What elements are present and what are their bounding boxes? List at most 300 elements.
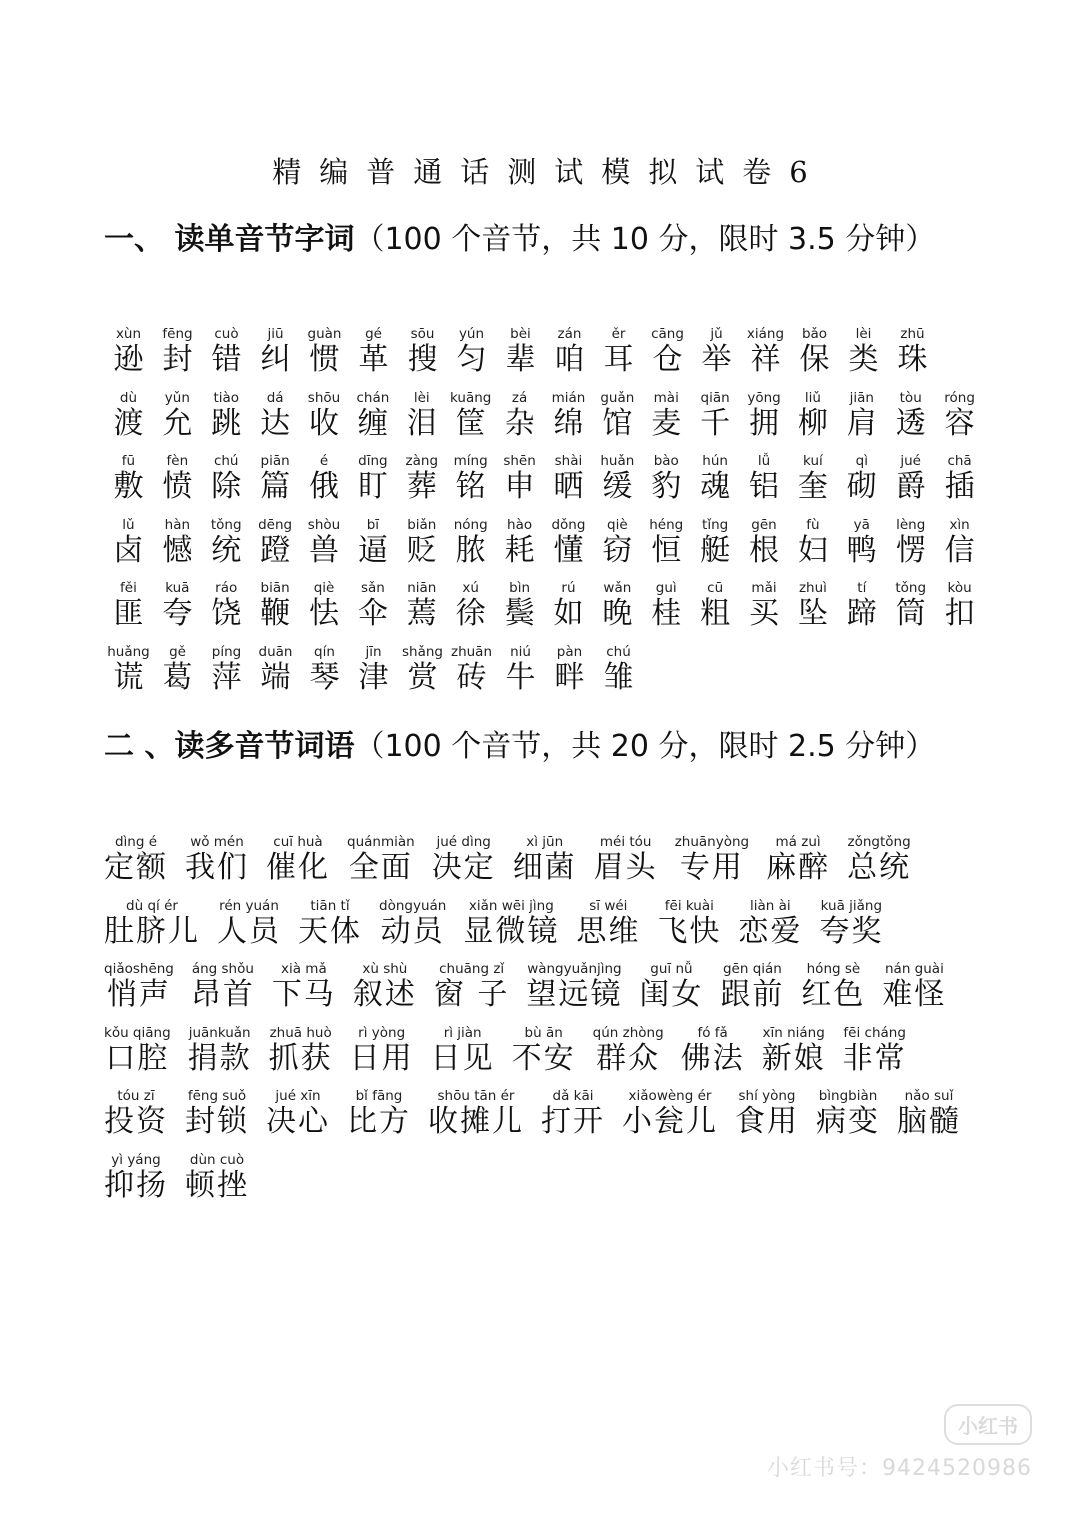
pinyin: bèi — [510, 326, 531, 342]
char-cell — [593, 580, 642, 632]
char-cell — [788, 453, 837, 505]
pinyin: xiǎn wēi jìng — [468, 897, 554, 914]
hanzi: 缠 — [357, 405, 388, 441]
hanzi: 显微镜 — [463, 913, 560, 949]
section-1-heading — [104, 214, 935, 258]
pinyin: lèi — [855, 326, 872, 342]
pinyin: tòu — [899, 389, 922, 406]
hanzi: 投资 — [104, 1104, 168, 1140]
char-cell — [837, 390, 886, 442]
char-cell — [251, 580, 300, 632]
char-cell — [104, 453, 153, 505]
hanzi: 晚 — [602, 596, 633, 632]
char-cell — [740, 390, 789, 442]
char-cell — [935, 390, 984, 442]
hanzi: 泪 — [406, 405, 437, 441]
char-cell — [495, 580, 544, 632]
pinyin: huǎn — [600, 453, 635, 470]
word-cell — [266, 1088, 330, 1140]
char-cell — [300, 517, 349, 569]
pinyin: tóu zī — [117, 1088, 155, 1105]
hanzi: 魂 — [700, 469, 731, 505]
hanzi: 愣 — [895, 532, 926, 568]
pinyin: shēn — [503, 453, 536, 470]
word-cell — [675, 834, 749, 886]
hanzi: 千 — [700, 405, 731, 441]
hanzi: 搜 — [407, 342, 438, 377]
section-2-heading — [104, 721, 935, 765]
char-cell — [788, 517, 837, 569]
pinyin: niú — [510, 643, 531, 660]
char-cell — [104, 517, 153, 569]
char-cell — [788, 580, 837, 632]
hanzi: 匀 — [456, 342, 487, 377]
pinyin: kǒu qiāng — [104, 1024, 171, 1041]
hanzi: 恒 — [651, 532, 682, 568]
char-cell — [740, 453, 789, 505]
hanzi: 顿挫 — [185, 1167, 249, 1203]
pinyin: dùn cuò — [189, 1151, 245, 1168]
pinyin: yǔn — [164, 389, 190, 406]
hanzi: 信 — [944, 532, 975, 568]
hanzi: 艇 — [700, 532, 731, 568]
word-cell — [766, 834, 830, 886]
hanzi: 缓 — [602, 469, 633, 505]
char-cell — [593, 453, 642, 505]
hanzi: 抓获 — [268, 1040, 333, 1076]
word-cell — [513, 834, 577, 886]
pinyin: lǔ — [122, 516, 135, 533]
hanzi: 收摊儿 — [428, 1104, 524, 1140]
pinyin: jué xīn — [275, 1088, 321, 1105]
char-cell — [348, 517, 397, 569]
pinyin: rì jiàn — [443, 1024, 482, 1041]
word-cell-row — [104, 1088, 984, 1152]
hanzi: 拥 — [749, 405, 780, 441]
pinyin: kuāng — [450, 389, 492, 406]
hanzi: 新娘 — [761, 1040, 826, 1076]
hanzi: 麻醉 — [766, 850, 831, 885]
pinyin: lǚ — [757, 453, 771, 470]
char-cell — [642, 517, 691, 569]
word-cell — [379, 898, 446, 950]
char-cell — [544, 390, 593, 442]
word-cell — [104, 898, 200, 950]
pinyin: tiào — [213, 389, 240, 406]
pinyin: lèi — [413, 389, 430, 406]
pinyin: biǎn — [407, 516, 437, 533]
char-cell — [642, 390, 691, 442]
hanzi: 畔 — [554, 659, 585, 695]
hanzi: 雏 — [603, 659, 634, 695]
word-cell — [526, 961, 622, 1013]
pinyin: xiáng — [746, 326, 785, 342]
pinyin: yā — [853, 516, 870, 533]
pinyin: qín — [314, 643, 335, 660]
pinyin: guī nǚ — [650, 961, 693, 978]
char-cell — [594, 644, 643, 696]
pinyin: bìn — [509, 580, 531, 597]
section-1-instructions: （100 个音节，共 10 分，限时 3.5 分钟） — [354, 222, 936, 257]
hanzi: 叙述 — [352, 977, 417, 1013]
pinyin: bìngbiàn — [818, 1088, 878, 1105]
hanzi: 妇 — [797, 532, 828, 568]
hanzi: 鬓 — [504, 596, 535, 632]
pinyin: juānkuǎn — [188, 1024, 251, 1041]
pinyin: cāng — [651, 326, 684, 342]
pinyin: quánmiàn — [347, 834, 415, 850]
word-cell-row — [104, 1152, 984, 1216]
pinyin: bǐ fāng — [355, 1088, 403, 1105]
pinyin: chú — [606, 643, 631, 660]
char-cell — [300, 326, 349, 378]
pinyin: dù qí ér — [126, 897, 178, 914]
char-cell — [496, 326, 545, 378]
char-cell — [740, 517, 789, 569]
char-cell — [935, 580, 984, 632]
pinyin: chā — [947, 453, 972, 470]
hanzi: 人员 — [217, 913, 281, 949]
watermark-id: 小红书号：9424520986 — [767, 1456, 1032, 1481]
pinyin: xì jūn — [526, 834, 564, 850]
hanzi: 容 — [944, 405, 975, 441]
pinyin: héng — [649, 516, 684, 533]
single-syllable-grid — [104, 326, 984, 708]
hanzi: 催化 — [266, 850, 330, 885]
word-cell-row — [104, 834, 984, 898]
pinyin: tǒng — [210, 516, 242, 533]
char-cell — [935, 517, 984, 569]
char-cell — [153, 517, 202, 569]
char-cell — [837, 580, 886, 632]
hanzi: 赏 — [407, 659, 438, 695]
word-cell — [720, 961, 784, 1013]
hanzi: 麦 — [651, 405, 682, 441]
char-cell — [153, 453, 202, 505]
char-cell — [202, 453, 251, 505]
hanzi: 抑扬 — [104, 1167, 168, 1203]
pinyin: niān — [407, 580, 437, 597]
char-cell — [348, 453, 397, 505]
hanzi: 允 — [162, 405, 193, 441]
pinyin: jiū — [267, 326, 284, 342]
char-cell — [251, 390, 300, 442]
char-cell-row — [104, 326, 984, 390]
hanzi: 细菌 — [512, 850, 577, 885]
hanzi: 红色 — [801, 977, 866, 1013]
hanzi: 咱 — [554, 342, 585, 377]
pinyin: fó fǎ — [697, 1024, 728, 1041]
word-cell — [735, 1088, 799, 1140]
pinyin: xùn — [115, 326, 142, 342]
hanzi: 脓 — [455, 532, 486, 568]
char-cell — [446, 517, 495, 569]
pinyin: kuā jiǎng — [820, 897, 883, 914]
hanzi: 总统 — [847, 850, 912, 885]
hanzi: 匪 — [113, 596, 144, 632]
pinyin: yún — [458, 326, 485, 342]
char-cell — [447, 326, 496, 378]
char-cell — [251, 326, 300, 378]
hanzi: 望远镜 — [526, 977, 623, 1013]
char-cell — [300, 644, 349, 696]
char-cell — [886, 390, 935, 442]
char-cell — [642, 453, 691, 505]
hanzi: 肚脐儿 — [104, 913, 200, 949]
hanzi: 筒 — [895, 596, 926, 632]
hanzi: 群众 — [596, 1040, 661, 1076]
hanzi: 我们 — [185, 850, 249, 885]
pinyin: zhuānyòng — [674, 834, 750, 850]
char-cell — [790, 326, 839, 378]
word-cell — [882, 961, 946, 1013]
hanzi: 奎 — [797, 469, 828, 505]
watermark — [767, 1404, 1032, 1482]
hanzi: 惯 — [309, 342, 340, 377]
hanzi: 病变 — [816, 1104, 880, 1140]
hanzi: 比方 — [347, 1104, 411, 1140]
pinyin: yì yáng — [111, 1151, 161, 1168]
word-cell — [353, 961, 417, 1013]
pinyin: huǎng — [107, 643, 150, 660]
hanzi: 辈 — [505, 342, 536, 377]
hanzi: 蹄 — [846, 596, 877, 632]
hanzi: 桂 — [651, 596, 682, 632]
pinyin: cū — [707, 580, 724, 597]
pinyin: bào — [653, 453, 679, 470]
word-cell — [347, 834, 415, 886]
char-cell — [104, 644, 153, 696]
word-cell — [801, 961, 865, 1013]
pinyin: píng — [211, 643, 242, 660]
hanzi: 渡 — [113, 405, 144, 441]
hanzi: 砖 — [456, 659, 487, 695]
pinyin: qiān — [700, 389, 730, 406]
hanzi: 耳 — [603, 342, 634, 377]
pinyin: fēng — [162, 326, 193, 342]
pinyin: jǔ — [710, 326, 723, 342]
char-cell — [251, 644, 300, 696]
pinyin: zhuì — [798, 580, 827, 597]
hanzi: 根 — [749, 532, 780, 568]
hanzi: 仓 — [652, 342, 683, 377]
char-cell — [692, 326, 741, 378]
hanzi: 决心 — [266, 1104, 330, 1140]
word-cell — [541, 1088, 605, 1140]
pinyin: sǎn — [360, 580, 385, 597]
pinyin: qiè — [607, 516, 628, 533]
pinyin: jué — [900, 453, 921, 470]
pinyin: dìng é — [114, 834, 158, 850]
pinyin: shí yòng — [738, 1088, 796, 1105]
word-cell — [350, 1025, 414, 1077]
hanzi: 柳 — [797, 405, 828, 441]
word-cell — [512, 1025, 576, 1077]
hanzi: 思维 — [576, 913, 641, 949]
pinyin: zá — [511, 389, 528, 406]
multi-syllable-grid — [104, 834, 984, 1216]
char-cell — [691, 517, 740, 569]
char-cell — [446, 390, 495, 442]
char-cell — [104, 326, 153, 378]
word-cell — [847, 834, 911, 886]
hanzi: 杂 — [504, 405, 535, 441]
hanzi: 眉头 — [593, 850, 658, 885]
hanzi: 葬 — [406, 469, 437, 505]
pinyin: tǒng — [895, 580, 927, 597]
char-cell — [202, 390, 251, 442]
pinyin: dá — [266, 389, 284, 406]
hanzi: 萍 — [211, 659, 242, 695]
hanzi: 买 — [749, 596, 780, 632]
pinyin: duān — [258, 643, 293, 660]
word-cell — [104, 1025, 171, 1077]
char-cell — [300, 580, 349, 632]
pinyin: gēn — [751, 516, 777, 533]
char-cell — [251, 453, 300, 505]
hanzi: 难怪 — [882, 977, 947, 1013]
pinyin: rì yòng — [358, 1024, 406, 1041]
char-cell — [397, 580, 446, 632]
hanzi: 津 — [358, 659, 389, 695]
char-cell — [349, 326, 398, 378]
pinyin: kòu — [947, 580, 972, 597]
hanzi: 昂首 — [190, 977, 255, 1013]
section-2-title: 二 、读多音节词语 — [104, 729, 355, 764]
pinyin: tiān tǐ — [310, 897, 350, 914]
word-cell — [594, 834, 658, 886]
hanzi: 跟前 — [720, 977, 785, 1013]
hanzi: 蹬 — [260, 532, 291, 568]
pinyin: qì — [855, 453, 868, 470]
hanzi: 达 — [260, 405, 291, 441]
char-cell — [691, 453, 740, 505]
pinyin: méi tóu — [599, 834, 652, 850]
hanzi: 耗 — [504, 532, 535, 568]
hanzi: 举 — [701, 342, 732, 377]
pinyin: zhuān — [450, 643, 493, 660]
pinyin: biān — [260, 580, 290, 597]
hanzi: 卤 — [113, 532, 144, 568]
pinyin: qiè — [313, 580, 335, 597]
char-cell — [740, 580, 789, 632]
word-cell — [217, 898, 281, 950]
pinyin: dēng — [258, 516, 293, 533]
pinyin: mián — [551, 389, 586, 406]
char-cell — [788, 390, 837, 442]
pinyin: xìn — [949, 516, 970, 533]
hanzi: 封 — [162, 342, 193, 377]
hanzi: 铝 — [749, 469, 780, 505]
pinyin: hào — [507, 516, 533, 533]
char-cell — [153, 644, 202, 696]
hanzi: 日用 — [349, 1040, 414, 1076]
pinyin: jīn — [365, 643, 382, 660]
char-cell — [935, 453, 984, 505]
pinyin: dòngyuán — [379, 897, 447, 914]
char-cell — [397, 390, 446, 442]
hanzi: 申 — [504, 469, 535, 505]
char-cell — [837, 453, 886, 505]
char-cell-row — [104, 580, 984, 644]
char-cell — [643, 326, 692, 378]
char-cell — [202, 517, 251, 569]
pinyin: xù shù — [362, 961, 408, 978]
hanzi: 盯 — [357, 469, 388, 505]
pinyin: dù — [119, 389, 138, 406]
pinyin: mài — [653, 389, 679, 406]
hanzi: 透 — [895, 405, 926, 441]
pinyin: shōu tān ér — [437, 1088, 515, 1105]
char-cell — [202, 326, 251, 378]
hanzi: 革 — [358, 342, 389, 377]
word-cell — [819, 898, 883, 950]
pinyin: rú — [561, 580, 576, 597]
hanzi: 捐款 — [187, 1040, 252, 1076]
hanzi: 俄 — [309, 469, 339, 505]
hanzi: 悄声 — [106, 977, 171, 1013]
pinyin: áng shǒu — [191, 961, 254, 978]
pinyin: bī — [366, 516, 380, 533]
hanzi: 非常 — [842, 1040, 907, 1076]
hanzi: 纠 — [260, 342, 291, 377]
hanzi: 砌 — [846, 469, 877, 505]
word-cell — [816, 1088, 880, 1140]
hanzi: 食用 — [735, 1104, 799, 1140]
hanzi: 珠 — [897, 342, 928, 377]
hanzi: 祥 — [750, 342, 781, 377]
hanzi: 铭 — [455, 469, 486, 505]
char-cell — [153, 390, 202, 442]
hanzi: 贬 — [406, 532, 437, 568]
word-cell-row — [104, 1025, 984, 1089]
page-title: 精编普通话测试模拟试卷6 — [272, 155, 826, 189]
word-cell-row — [104, 961, 984, 1025]
word-cell — [185, 834, 249, 886]
pinyin: chán — [356, 389, 390, 406]
char-cell — [446, 453, 495, 505]
char-cell — [447, 644, 496, 696]
pinyin: dīng — [358, 453, 388, 470]
hanzi: 类 — [848, 342, 879, 377]
word-cell — [738, 898, 802, 950]
char-cell — [104, 580, 153, 632]
pinyin: hóng sè — [806, 961, 861, 978]
hanzi: 统 — [211, 532, 242, 568]
pinyin: róng — [944, 389, 975, 406]
char-cell — [594, 326, 643, 378]
hanzi: 收 — [309, 405, 339, 441]
word-cell — [622, 1088, 718, 1140]
pinyin: xiǎowèng ér — [628, 1088, 712, 1105]
hanzi: 脑髓 — [897, 1104, 961, 1140]
word-cell — [657, 898, 721, 950]
char-cell — [397, 453, 446, 505]
hanzi: 牛 — [505, 659, 536, 695]
hanzi: 跳 — [211, 405, 242, 441]
pinyin: liǔ — [804, 389, 821, 406]
hanzi: 粗 — [700, 596, 731, 632]
pinyin: chuāng zǐ — [439, 961, 505, 978]
char-cell — [544, 453, 593, 505]
word-cell — [266, 834, 330, 886]
pinyin: shōu — [307, 389, 341, 406]
pinyin: wǎn — [603, 580, 632, 597]
hanzi: 恋爱 — [738, 913, 803, 949]
hanzi: 筐 — [455, 405, 486, 441]
hanzi: 动员 — [380, 913, 445, 949]
section-2-instructions: （100 个音节，共 20 分，限时 2.5 分钟） — [354, 729, 936, 764]
